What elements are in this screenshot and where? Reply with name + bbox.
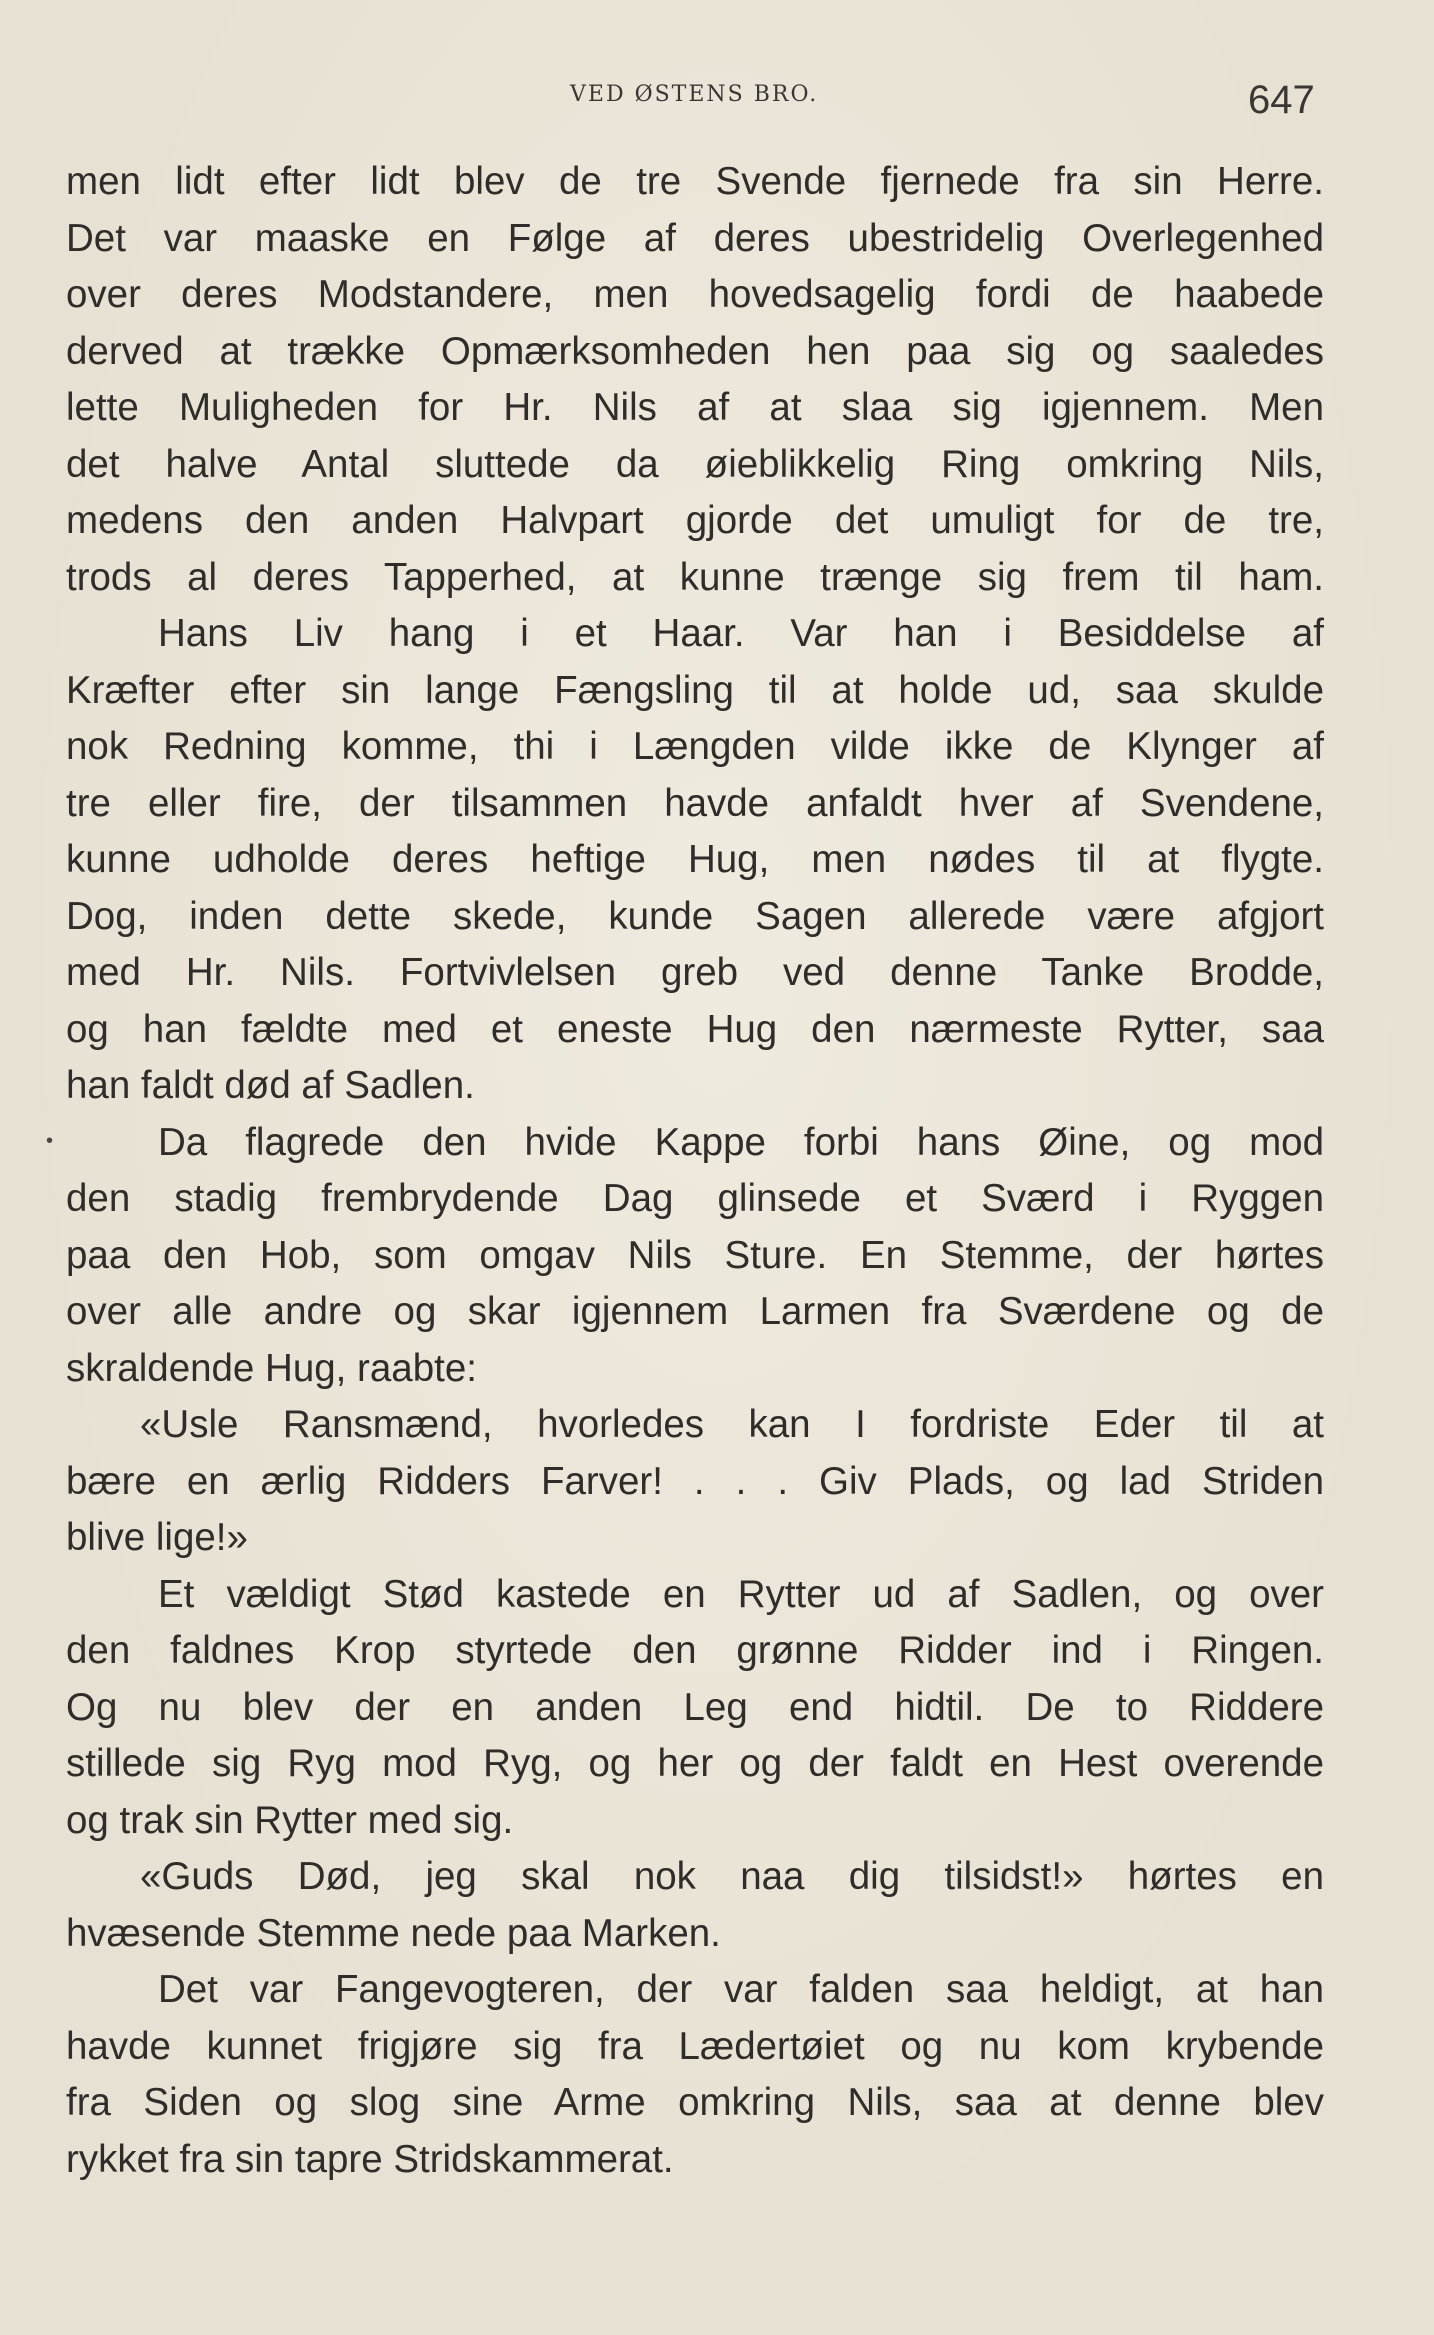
text-line: Dog, inden dette skede, kunde Sagen allerede være afgjort (66, 894, 1324, 938)
page-header (0, 60, 1434, 120)
text-line: over alle andre og skar igjennem Larmen fra Sværdene og de (66, 1290, 1324, 1333)
paragraph-end-line: hvæsende Stemme nede paa Marken. (66, 1911, 721, 1955)
text-line: over deres Modstandere, men hovedsagelig fordi de haabede (66, 273, 1324, 316)
text-line: den stadig frembrydende Dag glinsede et Sværd i Ryggen (66, 1177, 1324, 1220)
text-line: Kræfter efter sin lange Fængsling til at holde ud, saa skulde (66, 668, 1324, 712)
text-line: Og nu blev der en anden Leg end hidtil. De to Riddere (66, 1685, 1324, 1729)
text-line: fra Siden og slog sine Arme omkring Nils, saa at denne blev (66, 2081, 1324, 2124)
text-line: kunne udholde deres heftige Hug, men nødes til at flygte. (66, 838, 1324, 881)
paragraph-start-line: Det var Fangevogteren, der var falden saa heldigt, at han (158, 1968, 1324, 2011)
text-line: nok Redning komme, thi i Længden vilde ikke de Klynger af (66, 725, 1324, 768)
paragraph-end-line: og trak sin Rytter med sig. (66, 1798, 514, 1842)
text-line: lette Muligheden for Hr. Nils af at slaa sig igjennem. Men (66, 386, 1324, 429)
text-line: det halve Antal sluttede da øieblikkelig Ring omkring Nils, (66, 442, 1324, 486)
paragraph-end-line: skraldende Hug, raabte: (66, 1346, 477, 1390)
paragraph-end-line: han faldt død af Sadlen. (66, 1064, 475, 1107)
running-title: VED ØSTENS BRO. (570, 82, 819, 107)
page-number: 647 (1248, 78, 1315, 122)
text-line: med Hr. Nils. Fortvivlelsen greb ved denne Tanke Brodde, (66, 951, 1324, 994)
paragraph-start-line: Et vældigt Stød kastede en Rytter ud af Sadlen, og over (158, 1572, 1324, 1616)
text-line: og han fældte med et eneste Hug den nærmeste Rytter, saa (66, 1007, 1324, 1051)
text-line: men lidt efter lidt blev de tre Svende fjernede fra sin Herre. (66, 160, 1324, 203)
margin-mark: • (46, 1130, 54, 1152)
text-line: trods al deres Tapperhed, at kunne trænge sig frem til ham. (66, 555, 1324, 599)
text-line: Det var maaske en Følge af deres ubestridelig Overlegenhed (66, 216, 1324, 260)
paragraph-start-line: «Guds Død, jeg skal nok naa dig tilsidst!» hørtes en (140, 1855, 1324, 1898)
paragraph-start-line: Da flagrede den hvide Kappe forbi hans Øine, og mod (158, 1120, 1324, 1164)
text-line: paa den Hob, som omgav Nils Sture. En Stemme, der hørtes (66, 1233, 1324, 1277)
body-text (66, 154, 1324, 2188)
paragraph-end-line: rykket fra sin tapre Stridskammerat. (66, 2137, 674, 2181)
text-line: stillede sig Ryg mod Ryg, og her og der faldt en Hest overende (66, 1742, 1324, 1785)
text-line: tre eller fire, der tilsammen havde anfaldt hver af Svendene, (66, 781, 1324, 825)
text-line: den faldnes Krop styrtede den grønne Ridder ind i Ringen. (66, 1629, 1324, 1672)
text-line: derved at trække Opmærksomheden hen paa sig og saaledes (66, 329, 1324, 373)
paragraph-start-line: «Usle Ransmænd, hvorledes kan I fordriste Eder til at (140, 1403, 1324, 1446)
paragraph-start-line: Hans Liv hang i et Haar. Var han i Besiddelse af (158, 612, 1324, 655)
paragraph-end-line: blive lige!» (66, 1516, 248, 1559)
text-line: havde kunnet frigjøre sig fra Lædertøiet og nu kom krybende (66, 2024, 1324, 2068)
text-line: bære en ærlig Ridders Farver! . . . Giv Plads, og lad Striden (66, 1459, 1324, 1503)
text-line: medens den anden Halvpart gjorde det umuligt for de tre, (66, 499, 1324, 542)
